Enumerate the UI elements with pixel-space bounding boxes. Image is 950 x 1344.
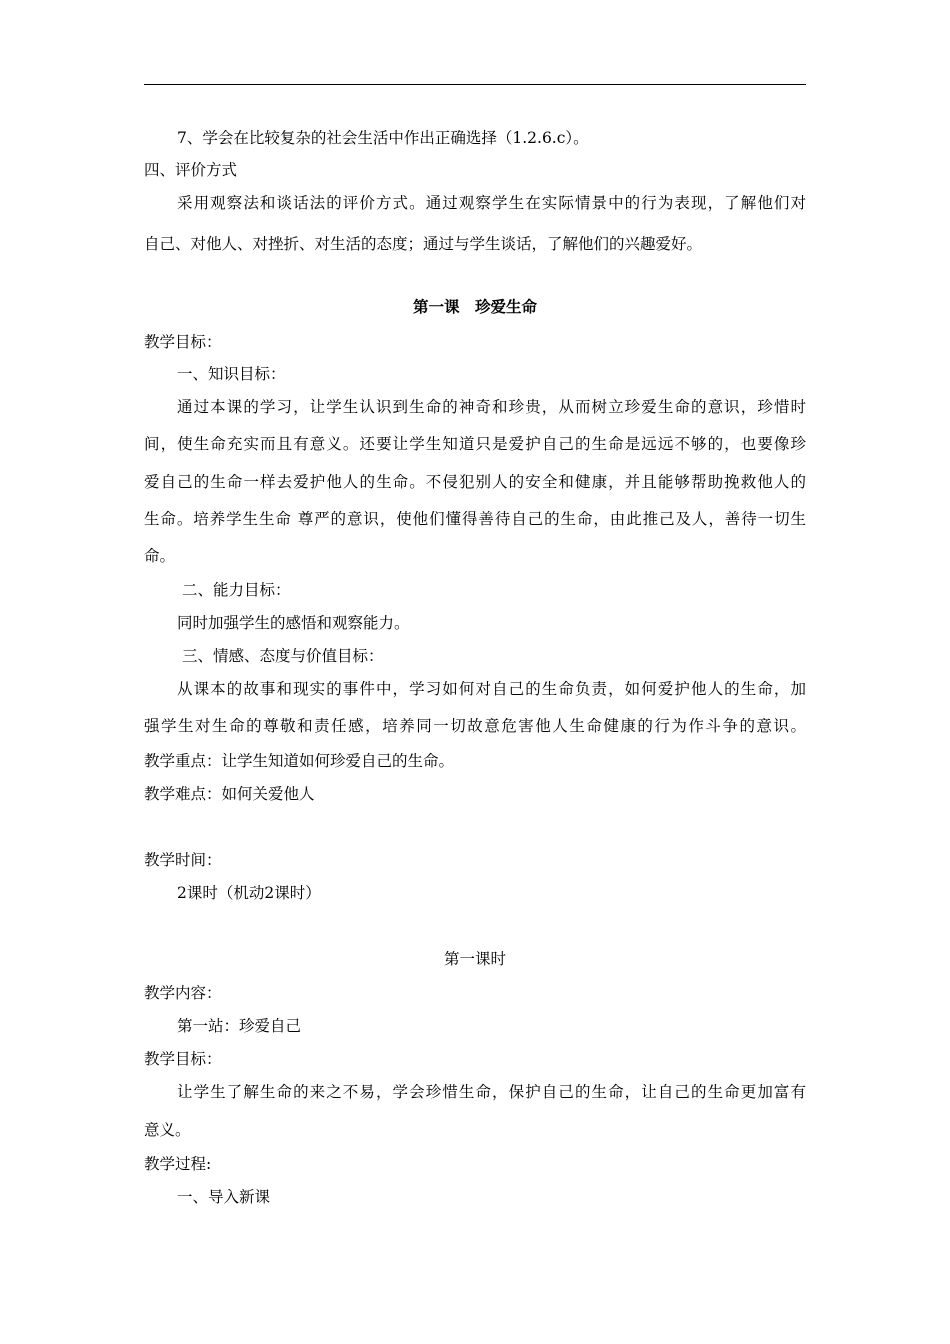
text-line: 7、学会在比较复杂的社会生活中作出正确选择（1.2.6.c）。: [177, 129, 589, 147]
text-line: 爱自己的生命一样去爱护他人的生命。不侵犯别人的安全和健康，并且能够帮助挽救他人的: [144, 473, 806, 491]
text-line: 教学时间：: [144, 851, 222, 869]
text-line: 通过本课的学习，让学生认识到生命的神奇和珍贵，从而树立珍爱生命的意识，珍惜时: [177, 398, 806, 416]
text-line: 从课本的故事和现实的事件中，学习如何对自己的生命负责，如何爱护他人的生命，加: [177, 680, 806, 698]
text-line: 三、情感、态度与价值目标：: [182, 647, 384, 665]
text-line: 命。: [144, 547, 176, 565]
text-line: 二、能力目标：: [182, 581, 291, 599]
text-line: 2课时（机动2课时）: [177, 884, 321, 902]
header-rule: [144, 84, 806, 85]
text-line: 生命。培养学生生命 尊严的意识，使他们懂得善待自己的生命，由此推己及人，善待一切生: [144, 510, 806, 528]
text-line: 教学重点：让学生知道如何珍爱自己的生命。: [144, 752, 455, 770]
text-line: 教学目标：: [144, 1050, 222, 1068]
text-line: 一、知识目标：: [177, 365, 286, 383]
text-line: 第一站：珍爱自己: [177, 1017, 302, 1035]
session-title: 第一课时: [443, 950, 506, 968]
section-heading: 四、评价方式: [144, 161, 238, 179]
text-line: 教学目标：: [144, 333, 222, 351]
text-line: 教学难点：如何关爱他人: [144, 785, 315, 803]
text-line: 同时加强学生的感悟和观察能力。: [177, 614, 410, 632]
text-line: 强学生对生命的尊敬和责任感，培养同一切故意危害他人生命健康的行为作斗争的意识。: [144, 717, 806, 735]
text-line: 教学内容：: [144, 984, 222, 1002]
text-line: 意义。: [144, 1121, 191, 1139]
text-line: 自己、对他人、对挫折、对生活的态度；通过与学生谈话，了解他们的兴趣爱好。: [144, 235, 703, 253]
text-line: 一、导入新课: [177, 1188, 271, 1206]
text-line: 间，使生命充实而且有意义。还要让学生知道只是爱护自己的生命是远远不够的，也要像珍: [144, 435, 806, 453]
lesson-title: 第一课 珍爱生命: [412, 297, 537, 316]
text-line: 采用观察法和谈话法的评价方式。通过观察学生在实际情景中的行为表现，了解他们对: [177, 194, 806, 212]
text-line: 教学过程:: [144, 1155, 212, 1173]
text-line: 让学生了解生命的来之不易，学会珍惜生命，保护自己的生命，让自己的生命更加富有: [177, 1083, 806, 1101]
